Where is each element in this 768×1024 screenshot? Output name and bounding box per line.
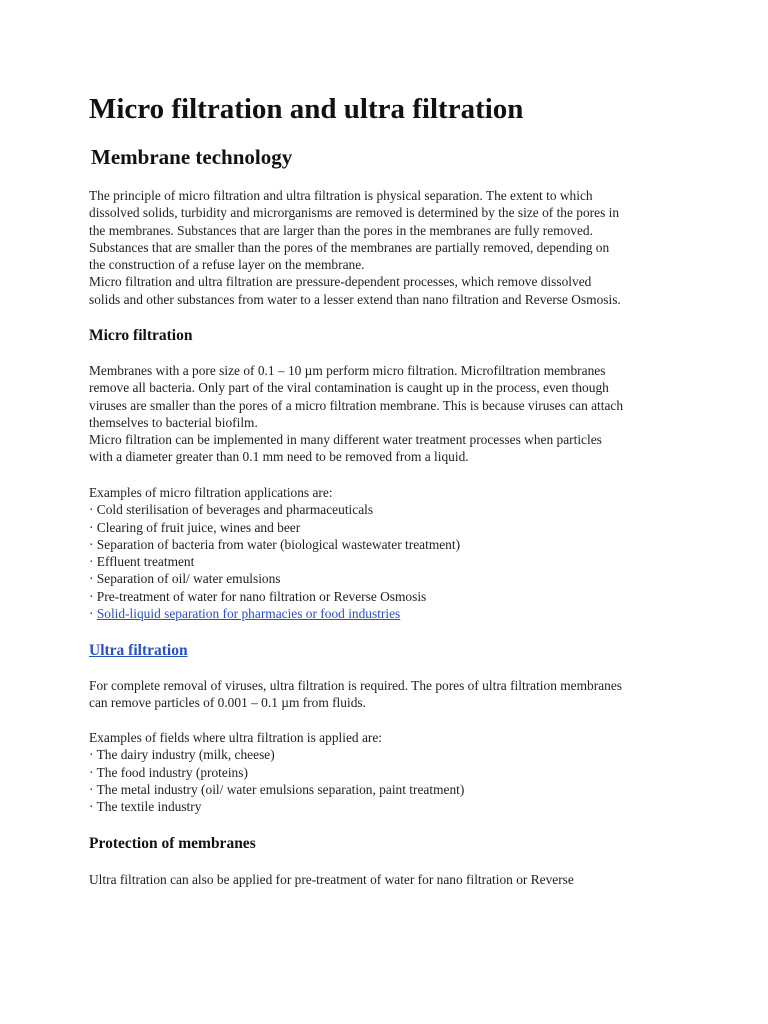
text-line: viruses are smaller than the pores of a micro filtration membrane. This is because viruses can attach (89, 397, 624, 413)
text-line: the construction of a refuse layer on the membrane. (89, 257, 365, 273)
text-line: can remove particles of 0.001 – 0.1 µm from fluids. (89, 695, 366, 711)
intro-paragraph (89, 187, 729, 308)
page-title: Micro filtration and ultra filtration (89, 93, 524, 125)
list-item: · Pre-treatment of water for nano filtration or Reverse Osmosis (89, 588, 427, 604)
text-line: Micro filtration and ultra filtration are pressure-dependent processes, which remove dissolved (89, 274, 592, 290)
ultra-filtration-examples (89, 729, 729, 815)
list-item: · Clearing of fruit juice, wines and beer (89, 519, 301, 535)
text-line: Substances that are smaller than the pores of the membranes are partially removed, depending on (89, 239, 610, 255)
ultra-filtration-heading (89, 641, 188, 661)
list-item: · Cold sterilisation of beverages and pharmaceuticals (89, 502, 374, 518)
ultra-filtration-link[interactable]: Ultra filtration (89, 642, 188, 659)
text-line: dissolved solids, turbidity and microrganisms are removed is determined by the size of the pores in (89, 205, 620, 221)
text-line: solids and other substances from water to a lesser extend than nano filtration and Reverse Osmosis. (89, 291, 621, 307)
text-line: remove all bacteria. Only part of the viral contamination is caught up in the process, even though (89, 380, 609, 396)
list-item: · The textile industry (89, 799, 202, 815)
examples-intro: Examples of fields where ultra filtration is applied are: (89, 730, 383, 745)
list-item: · The metal industry (oil/ water emulsions separation, paint treatment) (89, 781, 465, 797)
micro-filtration-heading: Micro filtration (89, 327, 193, 344)
list-item: · The dairy industry (milk, cheese) (89, 747, 275, 763)
list-item: · Separation of oil/ water emulsions (89, 571, 281, 587)
text-line: with a diameter greater than 0.1 mm need to be removed from a liquid. (89, 449, 469, 465)
text-line: For complete removal of viruses, ultra filtration is required. The pores of ultra filtration membranes (89, 678, 622, 693)
protection-paragraph (89, 871, 729, 888)
micro-filtration-paragraph (89, 362, 729, 466)
protection-heading: Protection of membranes (89, 835, 256, 852)
micro-filtration-examples (89, 484, 729, 622)
text-line: Micro filtration can be implemented in many different water treatment processes when particles (89, 432, 602, 448)
ultra-filtration-paragraph (89, 677, 729, 712)
text-line: the membranes. Substances that are larger than the pores in the membranes are fully removed. (89, 222, 593, 238)
list-item-link-row (89, 605, 729, 622)
text-line: Ultra filtration can also be applied for pre-treatment of water for nano filtration or Reverse (89, 872, 574, 887)
list-item: · The food industry (proteins) (89, 764, 248, 780)
text-line: Membranes with a pore size of 0.1 – 10 µm perform micro filtration. Microfiltration membranes (89, 363, 606, 378)
bullet: · (89, 606, 97, 622)
page-subtitle: Membrane technology (91, 145, 293, 169)
list-item: · Effluent treatment (89, 554, 195, 570)
list-item: · Separation of bacteria from water (biological wastewater treatment) (89, 536, 461, 552)
solid-liquid-separation-link[interactable]: Solid-liquid separation for pharmacies or food industries (96, 606, 401, 622)
text-line: The principle of micro filtration and ultra filtration is physical separation. The extent to which (89, 188, 593, 203)
examples-intro: Examples of micro filtration applications are: (89, 485, 333, 500)
text-line: themselves to bacterial biofilm. (89, 414, 258, 430)
